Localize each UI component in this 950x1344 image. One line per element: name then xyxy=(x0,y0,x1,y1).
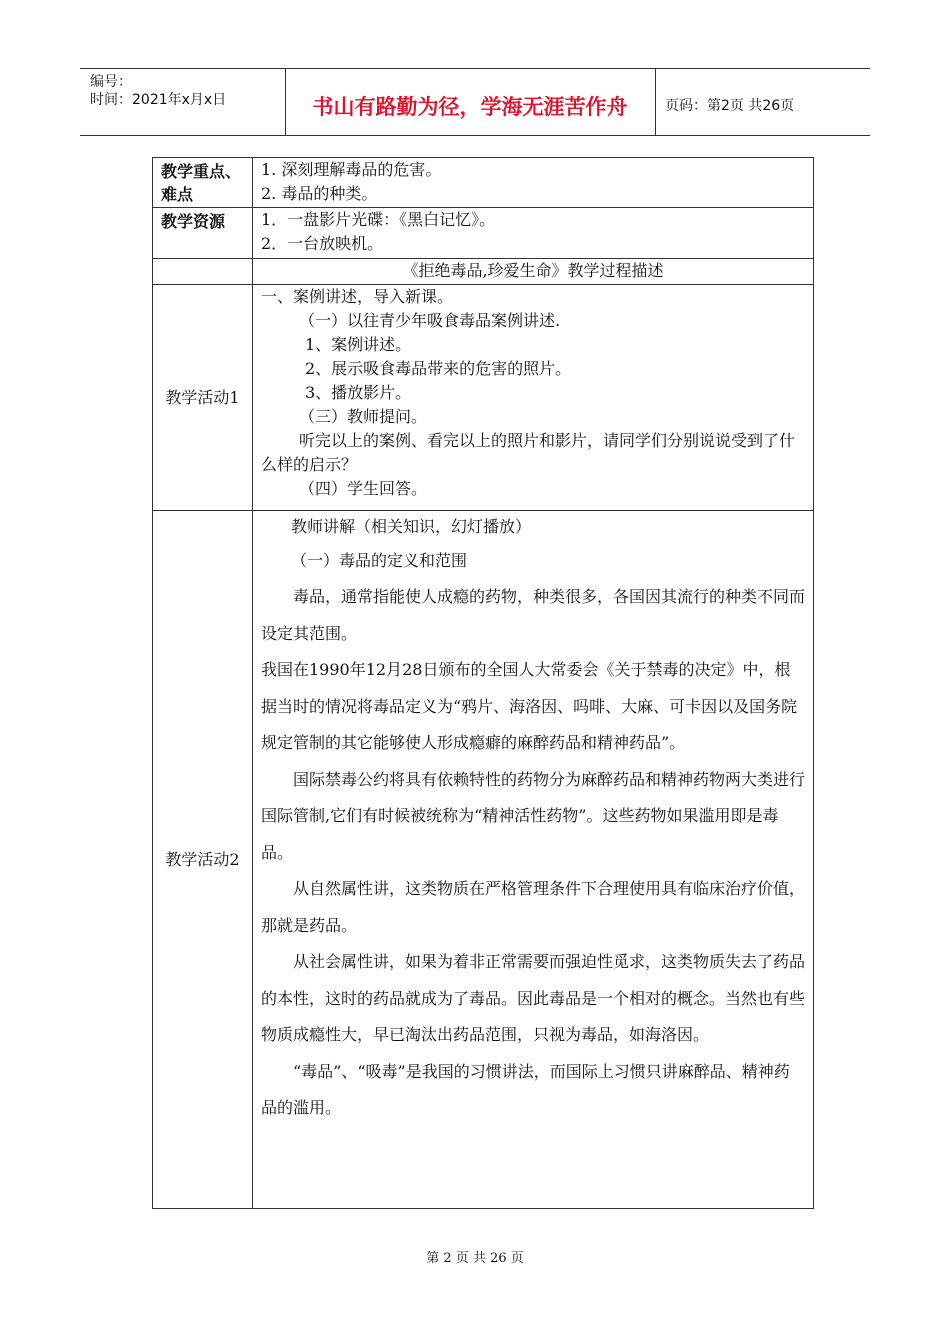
activity2-paragraph: 毒品，通常指能使人成瘾的药物，种类很多，各国因其流行的种类不同而设定其范围。 xyxy=(261,587,806,643)
activity2-paragraph: 从自然属性讲，这类物质在严格管理条件下合理使用具有临床治疗价值，那就是药品。 xyxy=(261,879,806,935)
focus-item: 2. 毒品的种类。 xyxy=(261,184,378,203)
focus-item: 1. 深刻理解毒品的危害。 xyxy=(261,160,442,179)
page-info: 页码：第2页 共26页 xyxy=(665,98,795,114)
activity1-line: 听完以上的案例、看完以上的照片和影片，请同学们分别说说受到了什么样的启示？ xyxy=(261,431,796,474)
resource-item: 1．一盘影片光碟：《黑白记忆》。 xyxy=(261,210,496,229)
activity1-line: （一）以往青少年吸食毒品案例讲述. xyxy=(299,311,561,330)
activity2-paragraph: 国际禁毒公约将具有依赖特性的药物分为麻醉药品和精神药物两大类进行国际管制,它们有时候被统称为“精神活性药物”。这些药物如果滥用即是毒品。 xyxy=(261,769,806,862)
activity1-line: （四）学生回答。 xyxy=(299,479,428,498)
resources-content xyxy=(253,208,814,259)
focus-content xyxy=(253,158,814,208)
activity1-label: 教学活动1 xyxy=(153,285,253,511)
resource-item: 2．一台放映机。 xyxy=(261,234,384,253)
resources-row xyxy=(153,208,814,259)
activity2-row xyxy=(153,511,814,1209)
process-title: 《拒绝毒品,珍爱生命》教学过程描述 xyxy=(253,259,814,285)
activity2-subheading: （一）毒品的定义和范围 xyxy=(291,551,468,570)
process-title-row xyxy=(153,259,814,285)
activity2-heading: 教师讲解（相关知识，幻灯播放） xyxy=(291,517,532,536)
header-divider xyxy=(655,69,656,135)
activity1-content xyxy=(253,285,814,511)
activity1-line: 2、展示吸食毒品带来的危害的照片。 xyxy=(305,359,572,378)
activity1-row xyxy=(153,285,814,511)
activity1-line: 1、案例讲述。 xyxy=(305,335,412,354)
page-header xyxy=(80,68,870,136)
page-footer: 第 2 页 共 26 页 xyxy=(426,1251,524,1266)
activity2-paragraph: 从社会属性讲，如果为着非正常需要而强迫性觅求，这类物质失去了药品的本性，这时的药品就成为了毒品。因此毒品是一个相对的概念。当然也有些物质成瘾性大，早已淘汰出药品范围，只视为毒品，如海洛因。 xyxy=(261,952,806,1044)
activity1-line: （三）教师提问。 xyxy=(299,407,428,426)
activity1-line: 一、案例讲述，导入新课。 xyxy=(261,287,454,306)
focus-label: 教学重点、难点 xyxy=(153,158,253,208)
activity2-content xyxy=(253,511,814,1209)
empty-cell xyxy=(153,259,253,285)
header-meta xyxy=(90,73,226,109)
activity2-paragraph: “毒品”、“吸毒”是我国的习惯讲法，而国际上习惯只讲麻醉品、精神药品的滥用。 xyxy=(261,1061,790,1117)
lesson-plan-table xyxy=(152,157,814,1209)
activity2-label: 教学活动2 xyxy=(153,511,253,1209)
activity2-paragraph: 我国在1990年12月28日颁布的全国人大常委会《关于禁毒的决定》中，根据当时的情况将毒品定义为“鸦片、海洛因、吗啡、大麻、可卡因以及国务院规定管制的其它能够使人形成瘾癖的麻醉药品和精神药品”。 xyxy=(261,660,798,752)
time-label: 时间：2021年x月x日 xyxy=(90,92,227,108)
resources-label: 教学资源 xyxy=(153,208,253,259)
activity1-line: 3、播放影片。 xyxy=(305,383,412,402)
number-label: 编号： xyxy=(90,74,132,90)
header-motto: 书山有路勤为径，学海无涯苦作舟 xyxy=(312,95,628,119)
focus-row xyxy=(153,158,814,208)
